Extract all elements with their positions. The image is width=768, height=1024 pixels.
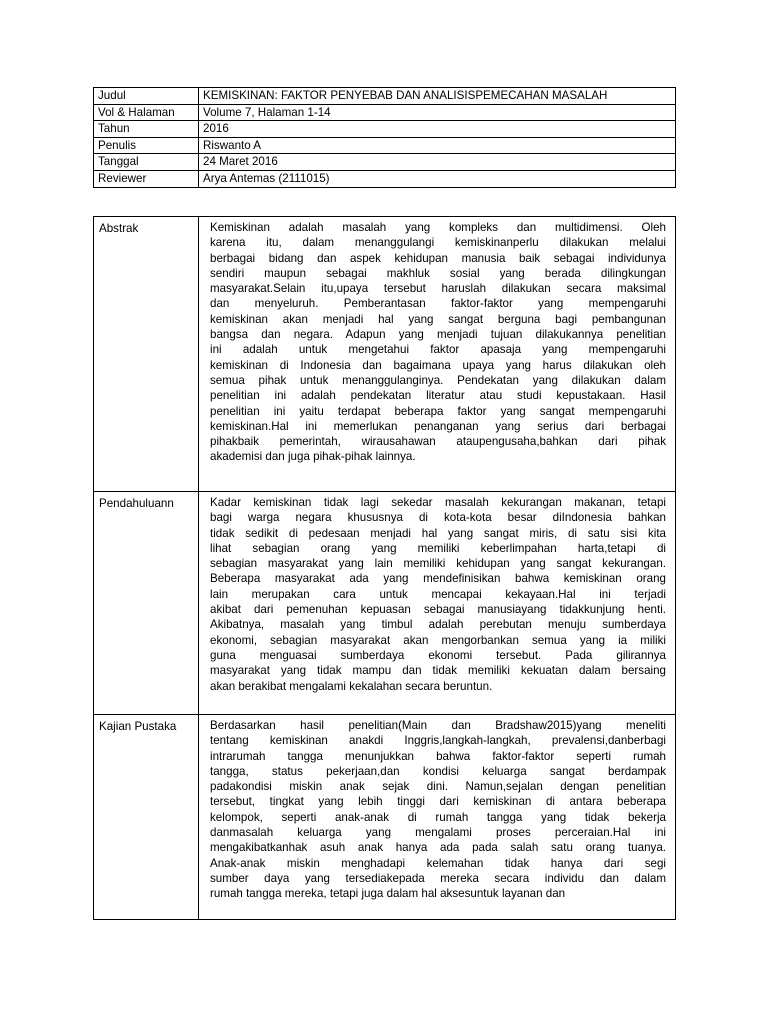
text-line: berbagai bidang dan aspek kehidupan manusia baik sebagai individunya [210, 251, 666, 265]
text-line: Berdasarkan hasil penelitian(Main dan Bradshaw2015)yang meneliti [210, 719, 666, 732]
text-line: ini adalah untuk mengetahui faktor apasaja yang mempengaruhi [210, 343, 666, 357]
text-line: Beberapa masyarakat ada yang mendefinisikan bahwa kemiskinan orang [210, 572, 666, 586]
text-line: bagi warga negara khususnya di kota-kota besar diIndonesia bahkan [210, 511, 666, 525]
meta-label: Reviewer [94, 170, 199, 187]
meta-value: 2016 [199, 121, 676, 138]
meta-label: Penulis [94, 137, 199, 154]
section-label: Kajian Pustaka [94, 715, 199, 920]
meta-label: Judul [94, 88, 199, 105]
text-line: Akibatnya, masalah yang timbul adalah perebutan menuju sumberdaya [210, 618, 666, 632]
section-body [199, 217, 676, 492]
text-line: tersebut, tingkat yang lebih tinggi dari kemiskinan di antara beberapa [210, 795, 666, 809]
text-line: kemiskinan akan menjadi hal yang sangat berguna bagi pembangunan [210, 312, 666, 326]
text-line: akibat dari pemenuhan kepuasan sebagai manusiayang tidakkunjung henti. [210, 603, 666, 617]
text-line: akan berakibat mengalami kekalahan secara beruntun. [210, 679, 493, 693]
meta-value: Arya Antemas (2111015) [199, 170, 676, 187]
text-line: intrarumah tangga menunjukkan bahwa faktor-faktor seperti rumah [210, 749, 666, 763]
meta-row-reviewer [94, 170, 676, 187]
text-line: sebagian masyarakat yang lain memiliki kehidupan yang sangat kekurangan. [210, 557, 666, 571]
text-line: kemiskinan.Hal ini memerlukan penanganan yang serius dari berbagai [210, 419, 666, 433]
text-line: padakondisi miskin anak sejak dini. Namun,sejalan dengan penelitian [210, 780, 666, 794]
text-line: lihat sebagian orang yang memiliki keberlimpahan harta,tetapi di [210, 541, 666, 555]
text-line: rumah tangga mereka, tetapi juga dalam hal aksesuntuk layanan dan [210, 887, 566, 901]
section-label: Abstrak [94, 217, 199, 492]
text-line: tangga, status pekerjaan,dan kondisi keluarga sangat berdampak [210, 764, 666, 778]
text-line: penelitian ini adalah pendekatan literatur atau studi kepustakaan. Hasil [210, 389, 666, 403]
meta-label: Tanggal [94, 154, 199, 171]
meta-label: Tahun [94, 121, 199, 138]
text-line: semua pihak untuk menanggulanginya. Pendekatan yang dilakukan dalam [210, 373, 666, 387]
text-line: penelitian ini yaitu terdapat beberapa faktor yang sangat mempengaruhi [210, 404, 666, 418]
text-line: pihakbaik pemerintah, wirausahawan ataupengusaha,bahkan dari pihak [210, 435, 666, 449]
meta-row-tahun [94, 121, 676, 138]
meta-value: Volume 7, Halaman 1-14 [199, 104, 676, 121]
section-row-abstrak [94, 217, 676, 492]
section-body [199, 715, 676, 920]
meta-value: 24 Maret 2016 [199, 154, 676, 171]
text-line: akademisi dan juga pihak-pihak lainnya. [210, 450, 416, 464]
text-line: tentang kemiskinan anakdi Inggris,langkah-langkah, prevalensi,danberbagi [210, 734, 666, 748]
text-line: ekonomi, sebagian masyarakat akan mengorbankan semua yang ia miliki [210, 633, 666, 647]
text-line: kelompok, seperti anak-anak di rumah tangga yang tidak bekerja [210, 810, 666, 824]
text-line: dan menyeluruh. Pemberantasan faktor-faktor yang mempengaruhi [210, 297, 666, 311]
section-row-pendahuluan [94, 492, 676, 715]
review-content-table [93, 216, 676, 920]
meta-row-judul [94, 88, 676, 105]
section-body [199, 492, 676, 715]
meta-value: KEMISKINAN: FAKTOR PENYEBAB DAN ANALISISPEMECAHAN MASALAH [199, 88, 676, 105]
meta-row-penulis [94, 137, 676, 154]
text-line: mengakibatkanhak asuh anak hanya ada pada salah satu orang tuanya. [210, 841, 666, 855]
meta-label: Vol & Halaman [94, 104, 199, 121]
meta-row-vol-halaman [94, 104, 676, 121]
text-line: Kadar kemiskinan tidak lagi sekedar masalah kekurangan makanan, tetapi [210, 496, 666, 509]
section-row-kajian-pustaka [94, 715, 676, 920]
text-line: tidak sedikit di pedesaan menjadi hal yang sangat miris, di satu sisi kita [210, 526, 666, 540]
meta-value: Riswanto A [199, 137, 676, 154]
text-line: Kemiskinan adalah masalah yang kompleks dan multidimensi. Oleh [210, 221, 666, 234]
text-line: danmasalah keluarga yang mengalami proses perceraian.Hal ini [210, 826, 666, 840]
text-line: lain merupakan cara untuk mencapai kekayaan.Hal ini terjadi [210, 587, 666, 601]
text-line: masyarakat.Selain itu,upaya tersebut haruslah dilakukan secara maksimal [210, 282, 666, 296]
meta-row-tanggal [94, 154, 676, 171]
section-label: Pendahuluann [94, 492, 199, 715]
text-line: karena itu, dalam menanggulangi kemiskinanperlu dilakukan melalui [210, 236, 666, 250]
text-line: bangsa dan negara. Adapun yang menjadi tujuan dilakukannya penelitian [210, 328, 666, 342]
text-line: sendiri maupun sebagai makhluk sosial yang berada dilingkungan [210, 266, 666, 280]
text-line: kemiskinan di Indonesia dan bagaimana upaya yang harus dilakukan oleh [210, 358, 666, 372]
text-line: sumber daya yang tersediakepada mereka secara individu dan dalam [210, 871, 666, 885]
text-line: masyarakat yang tidak mampu dan tidak memiliki kekuatan dalam bersaing [210, 664, 666, 678]
text-line: guna menguasai sumberdaya ekonomi tersebut. Pada gilirannya [210, 648, 666, 662]
metadata-table [93, 87, 676, 188]
text-line: Anak-anak miskin menghadapi kelemahan tidak hanya dari segi [210, 856, 666, 870]
